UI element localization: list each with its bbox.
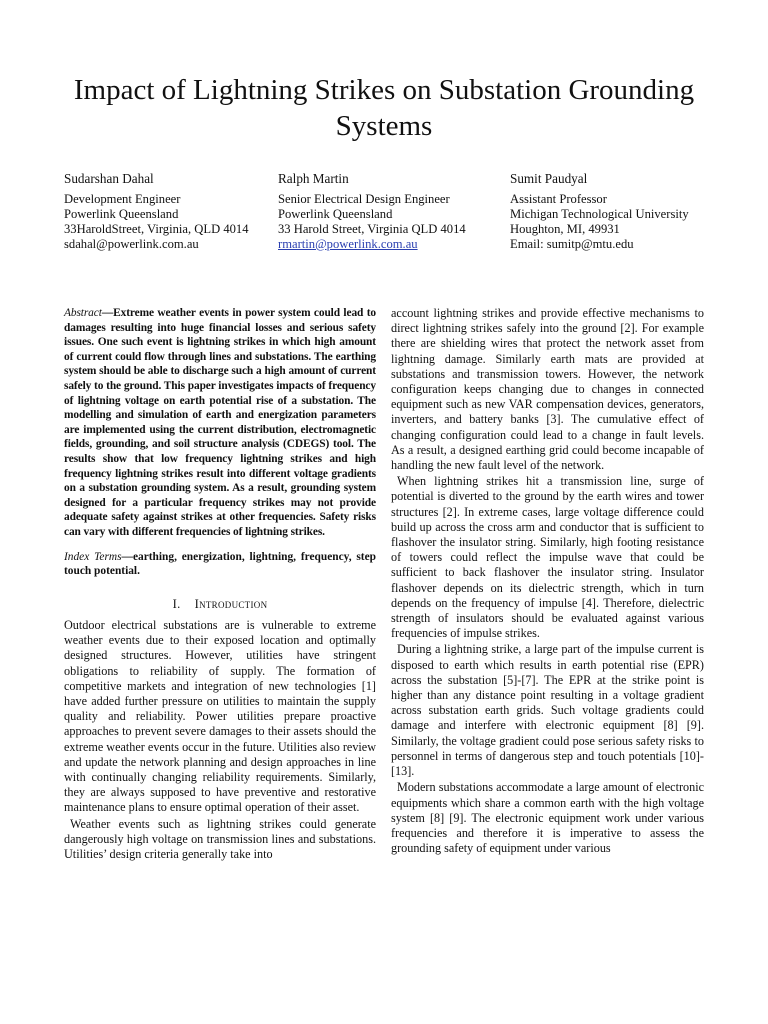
- index-terms: [64, 550, 376, 579]
- body-paragraph: Outdoor electrical substations are is vulnerable to extreme weather events due to their exposed location and optimally designed structures. However, utilities have stringent obligations to reliability of supply. The formation of competitive markets and integration of new technologies [1] have added further pressure on utilities to maintain the supply quality and reliability. Power utilities prepare proactive approaches to prevent severe damages to their assets should the extreme weather events occur in the future. Utilities also review and update the network planning and design approaches in line with continually changing reliability requirements. Similarly, they are always supposed to have preventive and restorative maintenance plans to ensure optimal operation of their asset.: [64, 617, 377, 815]
- author-org: Michigan Technological University: [510, 207, 689, 221]
- body-paragraph: When lightning strikes hit a transmission line, surge of potential is diverted to the ground by the earth wires and tower structures [2]. In extreme cases, large voltage difference could build up across the cross arm and conductor that is sufficient to flashover the insulator string. Similarly, high footing resistance of towers could reflect the impulse wave that could be sufficient to back flashover the insulator string. Insulator flashover depends on its dielectric strength, which in turn depends on the frequency of impulse [4]. Therefore, dielectric strength of insulators should be evaluated against various frequencies of impulse strikes.: [391, 474, 704, 641]
- author-role: Assistant Professor: [510, 192, 607, 206]
- author-role: Senior Electrical Design Engineer: [278, 192, 450, 206]
- right-column: [391, 306, 704, 857]
- section-heading: [64, 597, 376, 612]
- author-name: Ralph Martin: [278, 171, 349, 186]
- author-name: Sudarshan Dahal: [64, 171, 154, 186]
- author-email-link[interactable]: rmartin@powerlink.com.au: [278, 237, 418, 251]
- left-column: [64, 306, 376, 863]
- author-email: Email: sumitp@mtu.edu: [510, 237, 634, 251]
- author-org: Powerlink Queensland: [64, 207, 179, 221]
- author-role: Development Engineer: [64, 192, 181, 206]
- author-email: sdahal@powerlink.com.au: [64, 237, 199, 251]
- author-address: 33 Harold Street, Virginia QLD 4014: [278, 222, 466, 236]
- abstract: [64, 306, 376, 540]
- author-block-3: [510, 171, 725, 252]
- body-paragraph: During a lightning strike, a large part of the impulse current is disposed to earth which results in earth potential rise (EPR) across the substation [5]-[7]. The EPR at the strike point is higher than any distance point resulting in a voltage gradient across substation earth grids. Such voltage gradients could damage and interfere with electronic equipment [8] [9]. Similarly, the voltage gradient could pose serious safety risks to personnel in terms of dangerous step and touch potentials [10]-[13].: [391, 642, 704, 779]
- author-address: Houghton, MI, 49931: [510, 222, 620, 236]
- section-number: I.: [172, 596, 181, 611]
- author-block-2: [278, 171, 502, 252]
- author-org: Powerlink Queensland: [278, 207, 393, 221]
- body-paragraph: Modern substations accommodate a large amount of electronic equipments which share a common earth with the high voltage system [8] [9]. The electronic equipment work under various frequencies and therefore it is imperative to assess the grounding safety of equipment under various: [391, 780, 704, 856]
- index-terms-label: Index Terms: [64, 550, 122, 563]
- abstract-text: —Extreme weather events in power system could lead to damages resulting into huge financial losses and serious safety issues. One such event is lightning strikes in which high amount of current could flow through lines and substations. The earthing system should be able to discharge such a high amount of current safely to the ground. This paper investigates impacts of frequency of lightning voltage on earth potential rise of a substation. The modelling and simulation of earth and energization parameters are implemented using the current distribution, electromagnetic fields, grounding, and soil structure analysis (CDEGS) tool. The results show that low frequency lightning strikes and high frequency lightning strikes result into different voltage gradients on a substation grounding system. As a result, grounding system designed for a particular frequency strikes may not provide adequate safety against strikes at other frequencies. Safety risks can vary with different frequencies of lightning strikes.: [64, 307, 376, 538]
- abstract-label: Abstract: [64, 307, 102, 319]
- body-paragraph: account lightning strikes and provide effective mechanisms to direct lightning strikes safely into the ground [2]. For example there are shielding wires that protect the network asset from lightning damage. Similarly earth mats are provided at substations and transmission towers. However, the network configuration keeps changing due to changes in connected equipment such as new VAR compensation devices, generators, inverters, and battery banks [3]. The cumulative effect of changing configuration could lead to a change in fault levels. As a result, a designed earthing grid could become incapable of handling the new fault level of the network.: [391, 306, 704, 473]
- author-block-1: [64, 171, 274, 252]
- author-address: 33HaroldStreet, Virginia, QLD 4014: [64, 222, 249, 236]
- index-terms-text: —earthing, energization, lightning, frequency, step touch potential.: [64, 550, 376, 578]
- author-name: Sumit Paudyal: [510, 171, 588, 186]
- body-paragraph: Weather events such as lightning strikes could generate dangerously high voltage on transmission lines and substations. Utilities’ design criteria generally take into: [64, 816, 376, 861]
- paper-title: Impact of Lightning Strikes on Substation Grounding Systems: [73, 74, 695, 142]
- section-title: Introduction: [194, 596, 268, 611]
